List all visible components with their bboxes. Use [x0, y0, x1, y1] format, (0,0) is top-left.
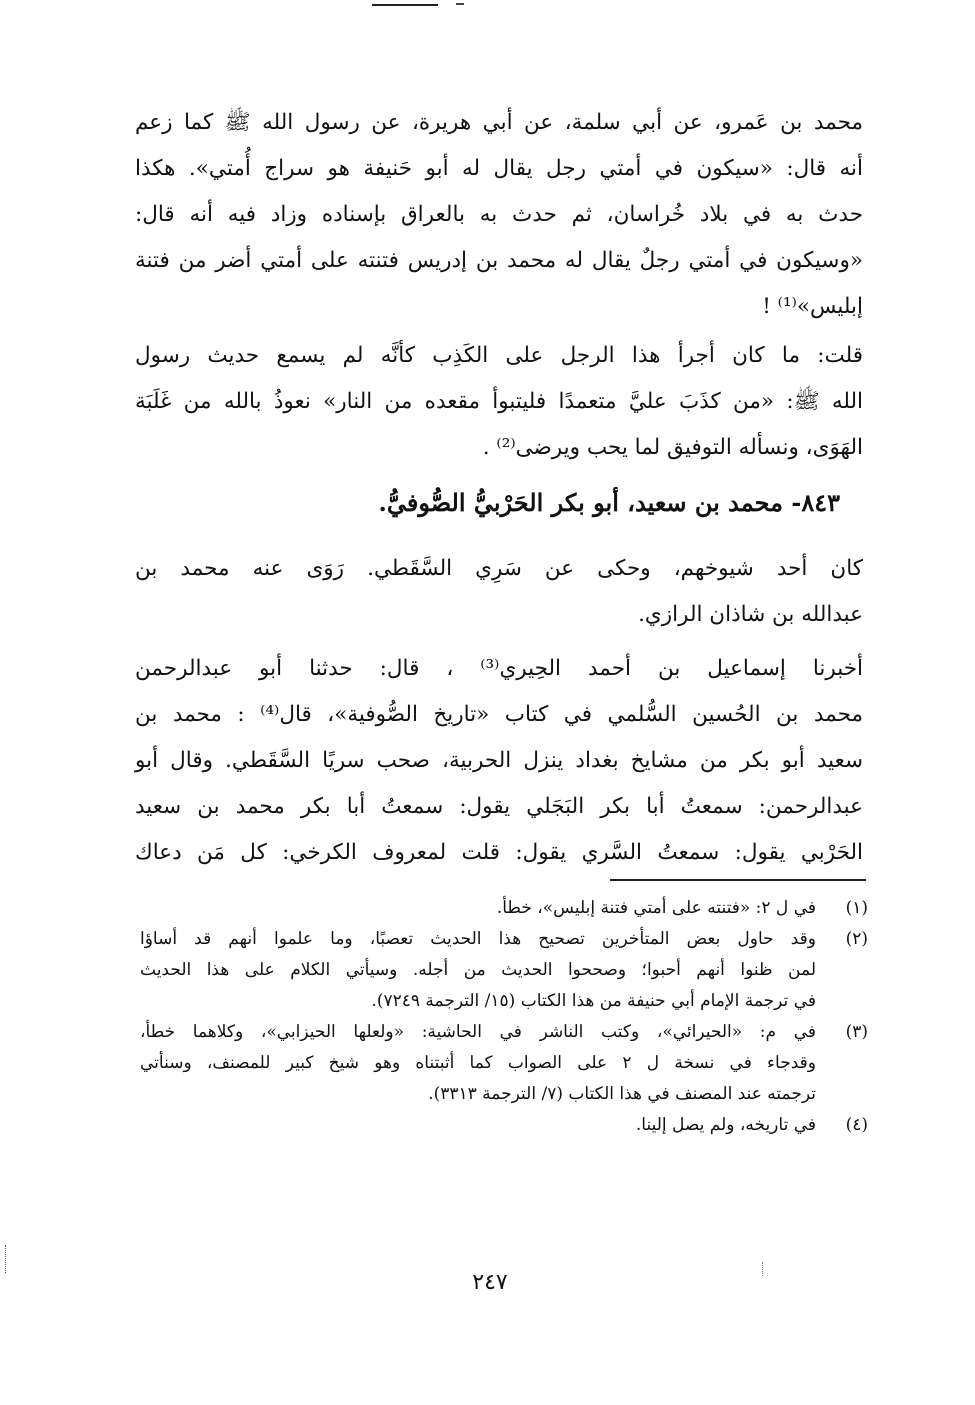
footnote-number: (٤)	[845, 1115, 868, 1135]
footnote-number: (٣)	[845, 1022, 868, 1042]
text-line: الهَوَى، ونسأله التوفيق لما يحب ويرضى⁽²⁾ .	[482, 435, 863, 460]
footnotes	[140, 893, 868, 1141]
footnote-line: في ترجمة الإمام أبي حنيفة من هذا الكتاب (١٥/ الترجمة ٧٢٤٩).	[371, 991, 816, 1011]
text-line: الحَرْبي يقول: سمعتُ السَّري يقول: قلت لمعروف الكرخي: كل مَن دعاك	[135, 840, 863, 865]
text-line: الله ﷺ: «من كذَبَ عليَّ متعمدًا فليتبوأ مقعده من النار» نعوذُ بالله من غَلَبَة	[135, 389, 863, 414]
footnote-2	[140, 924, 868, 1017]
footnote-line: ترجمته عند المصنف في هذا الكتاب (٧/ الترجمة ٣٣١٣).	[428, 1084, 816, 1104]
page-number: ٢٤٧	[472, 1270, 508, 1295]
entry-heading: ٨٤٣- محمد بن سعيد، أبو بكر الحَرْبيُّ الصُّوفيُّ.	[378, 488, 840, 517]
text-line: عبدالله بن شاذان الرازي.	[638, 602, 863, 627]
footnote-line: وقد حاول بعض المتأخرين تصحيح هذا الحديث تعصبًا، وما علموا أنهم قد أساؤا	[140, 929, 816, 949]
footnote-1	[140, 893, 868, 924]
footnote-3	[140, 1017, 868, 1110]
paragraph-3	[135, 546, 863, 638]
footnote-number: (٢)	[845, 929, 868, 949]
text-line: سعيد أبو بكر من مشايخ بغداد ينزل الحربية، صحب سريًا السَّقَطي. وقال أبو	[135, 748, 863, 773]
text-line: محمد بن عَمرو، عن أبي سلمة، عن أبي هريرة، عن رسول الله ﷺ كما زعم	[135, 110, 863, 135]
footnote-line: وقدجاء في نسخة ل ٢ على الصواب كما أثبتناه وهو شيخ كبير للمصنف، وسنأتي	[140, 1053, 816, 1073]
paragraph-2	[135, 333, 863, 471]
text-line: حدث به في بلاد خُراسان، ثم حدث به بالعراق بإسناده وزاد فيه أنه قال:	[135, 202, 863, 227]
footnote-number: (١)	[845, 898, 868, 918]
text-line: عبدالرحمن: سمعتُ أبا بكر البَجَلي يقول: سمعتُ أبا بكر محمد بن سعيد	[135, 794, 863, 819]
paragraph-4	[135, 646, 863, 876]
footnote-line: في تاريخه، ولم يصل إلينا.	[635, 1115, 816, 1135]
footnote-line: في م: «الحيرائي»، وكتب الناشر في الحاشية: «ولعلها الحيزابي»، وكلاهما خطأ،	[140, 1022, 816, 1042]
scan-margin-mark	[5, 1245, 7, 1273]
text-line: إبليس»⁽¹⁾ !	[762, 294, 863, 319]
text-line: أنه قال: «سيكون في أمتي رجل يقال له أبو حَنيفة هو سراج أُمتي». هكذا	[135, 156, 863, 181]
paragraph-1	[135, 100, 863, 330]
top-mark	[456, 3, 464, 5]
top-rule	[372, 4, 438, 6]
footnote-4	[140, 1110, 868, 1141]
scan-dot-mark	[762, 1262, 765, 1276]
text-line: كان أحد شيوخهم، وحكى عن سَرِي السَّقَطي. رَوَى عنه محمد بن	[135, 556, 863, 581]
footnote-line: في ل ٢: «فتنته على أمتي فتنة إبليس»، خطأ.	[496, 898, 816, 918]
footnote-separator	[610, 879, 866, 881]
text-line: قلت: ما كان أجرأ هذا الرجل على الكَذِب كأنَّه لم يسمع حديث رسول	[135, 343, 863, 368]
text-line: محمد بن الحُسين السُّلمي في كتاب «تاريخ الصُّوفية»، قال⁽⁴⁾ : محمد بن	[135, 702, 863, 727]
text-line: أخبرنا إسماعيل بن أحمد الحِيري⁽³⁾ ، قال: حدثنا أبو عبدالرحمن	[135, 656, 863, 681]
footnote-line: لمن ظنوا أنهم أحبوا؛ وصححوا الحديث من أجله. وسيأتي الكلام على هذا الحديث	[140, 960, 816, 980]
text-line: «وسيكون في أمتي رجلٌ يقال له محمد بن إدريس فتنته على أمتي أضر من فتنة	[135, 248, 863, 273]
